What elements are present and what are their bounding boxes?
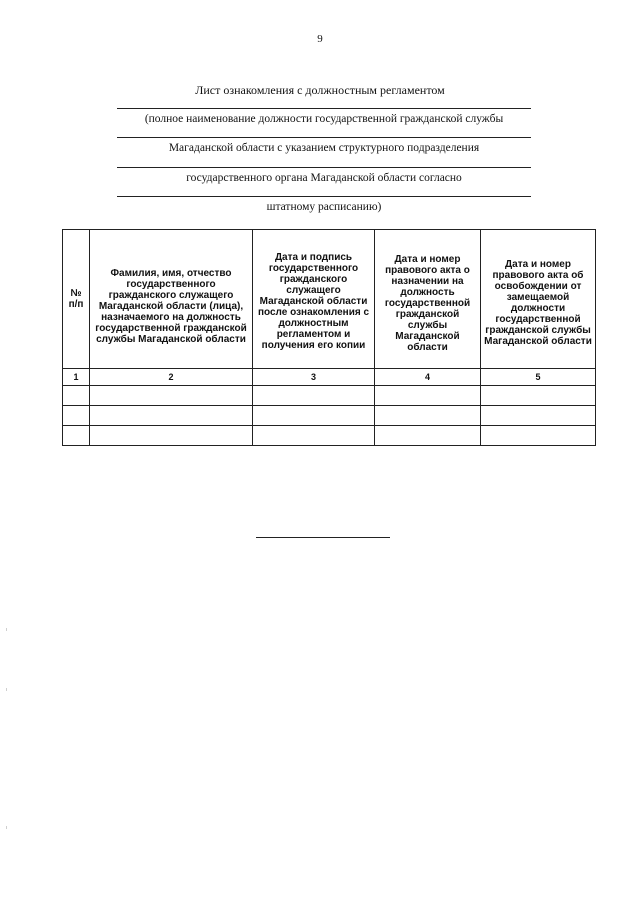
fill-line <box>117 167 531 168</box>
table-row <box>63 406 596 426</box>
column-number: 1 <box>63 369 90 386</box>
closing-rule <box>256 537 390 538</box>
scan-mark <box>6 826 7 829</box>
table-cell <box>253 426 375 446</box>
caption-line-4: штатному расписанию) <box>266 201 382 213</box>
table-cell <box>90 406 253 426</box>
fill-line <box>117 108 531 109</box>
table-cell <box>375 386 481 406</box>
table-cell <box>90 426 253 446</box>
header-dismissal-act <box>481 230 596 369</box>
page-number: 9 <box>317 33 323 45</box>
sheet-title: Лист ознакомления с должностным регламентом <box>195 83 445 97</box>
acquaintance-table <box>62 229 596 446</box>
header-label: Дата и номер правового акта об освобождении от замещаемой должности государственной гражданской службы Магаданской области <box>484 259 592 347</box>
table-cell <box>253 386 375 406</box>
caption-line-3: государственного органа Магаданской области согласно <box>186 172 462 184</box>
column-number: 2 <box>90 369 253 386</box>
table-cell <box>63 386 90 406</box>
header-label: Фамилия, имя, отчество государственного гражданского служащего Магаданской области (лица), назначаемого на должность государственной гражданской службы Магаданской области <box>95 267 247 345</box>
scan-mark <box>6 688 7 691</box>
caption-line-1: (полное наименование должности государственной гражданской службы <box>144 113 504 125</box>
table-cell <box>481 386 596 406</box>
table-cell <box>481 406 596 426</box>
table-cell <box>90 386 253 406</box>
table-cell <box>63 406 90 426</box>
column-number: 5 <box>481 369 596 386</box>
table-cell <box>375 406 481 426</box>
table-row <box>63 386 596 406</box>
header-label: Дата и номер правового акта о назначении на должность государственной гражданской службы Магаданской области <box>384 253 471 353</box>
header-signature-date <box>253 230 375 369</box>
table-cell <box>63 426 90 446</box>
header-label: № п/п <box>68 288 84 310</box>
column-number: 4 <box>375 369 481 386</box>
table-cell <box>253 406 375 426</box>
fill-line <box>117 196 531 197</box>
column-number: 3 <box>253 369 375 386</box>
header-appointment-act <box>375 230 481 369</box>
table-header-row <box>63 230 596 369</box>
header-label: Дата и подпись государственного гражданского служащего Магаданской области после ознакомления с должностным регламентом и получения его копии <box>257 251 370 351</box>
header-full-name <box>90 230 253 369</box>
table-cell <box>375 426 481 446</box>
table-cell <box>481 426 596 446</box>
header-row-number <box>63 230 90 369</box>
fill-line <box>117 137 531 138</box>
caption-line-2: Магаданской области с указанием структурного подразделения <box>168 142 480 154</box>
table-row <box>63 426 596 446</box>
column-number-row <box>63 369 596 386</box>
scan-mark <box>6 628 7 631</box>
